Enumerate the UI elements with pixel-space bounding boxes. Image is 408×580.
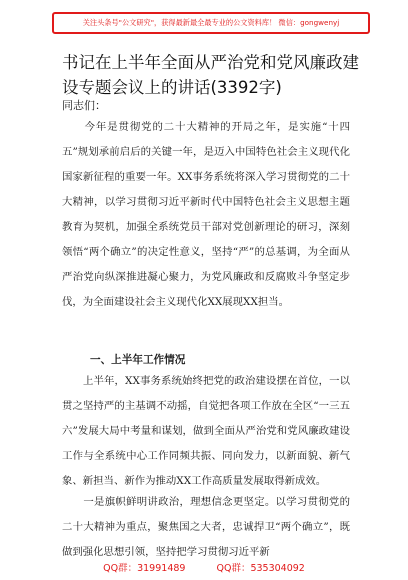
- paragraph-summary: 上半年，XX事务系统始终把党的政治建设摆在首位，一以贯之坚持严的主基调不动摇，自觉把各项工作放在全区“一三五六”发展大局中考量和谋划，做到全面从严治党和党风廉政建设工作与全系统中心工作同频共振、同向发力，以新面貌、新气象、新担当、新作为推动XX工作高质量发展取得新成效。: [62, 375, 350, 487]
- footer-qq-group-2: QQ群：535304092: [216, 563, 305, 574]
- greeting: 同志们：: [62, 99, 106, 112]
- promo-banner: 关注头条号"公文研究"，获得最新最全最专业的公文资料库！ 微信：gongwenyj: [52, 12, 370, 34]
- footer-contacts: [0, 560, 408, 574]
- paragraph-point-one: 一是旗帜鲜明讲政治，理想信念更坚定。以学习贯彻党的二十大精神为重点，聚焦国之大者，忠诚捍卫“两个确立”，既做到强化思想引领，坚持把学习贯彻习近平新: [62, 496, 350, 558]
- document-title: 书记在上半年全面从严治党和党风廉政建设专题会议上的讲话(3392字): [62, 53, 359, 97]
- paragraph-intro: 今年是贯彻党的二十大精神的开局之年，是实施“十四五”规划承前启后的关键一年，是迈入中国特色社会主义现代化国家新征程的重要一年。XX事务系统将深入学习贯彻党的二十大精神，以学习贯彻习近平新时代中国特色社会主义思想主题教育为契机，加强全系统党员干部对党创新理论的研习，深刻领悟“两个确立”的决定性意义，坚持“严”的总基调，为全面从严治党向纵深推进凝心聚力，为党风廉政和反腐败斗争坚定步伐，为全面建设社会主义现代化XX展现XX担当。: [62, 121, 350, 308]
- section-heading: 一、上半年工作情况: [90, 354, 186, 366]
- footer-qq-group-1: QQ群：31991489: [103, 563, 186, 574]
